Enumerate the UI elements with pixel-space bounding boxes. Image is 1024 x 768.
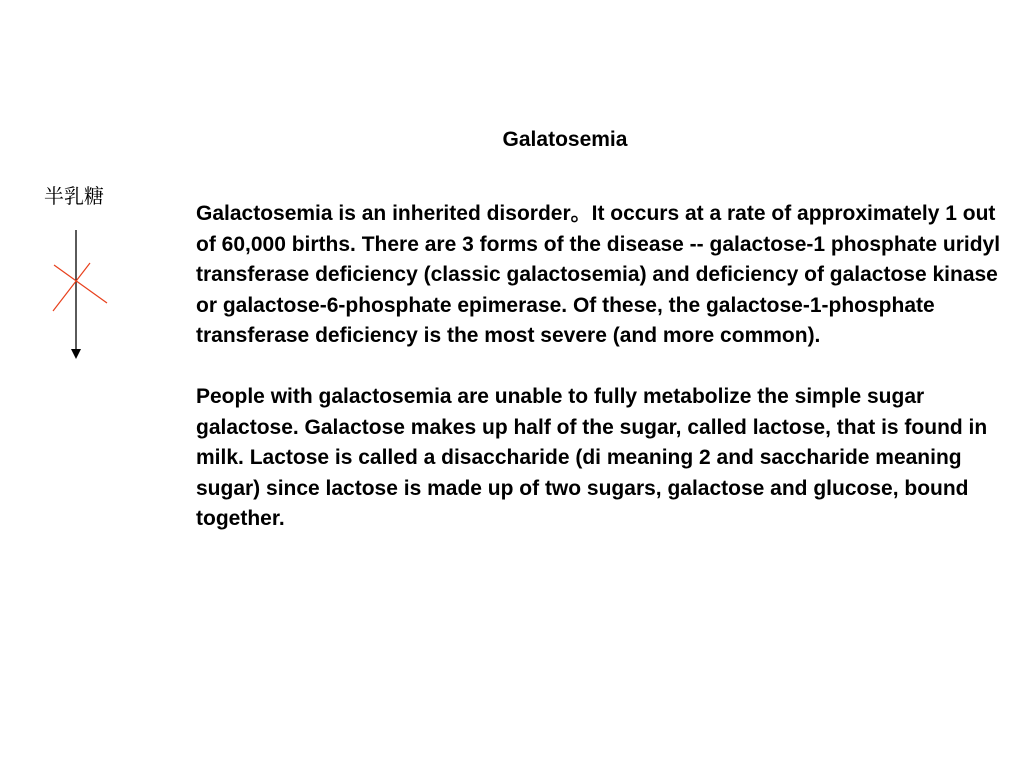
side-label: 半乳糖 bbox=[44, 184, 104, 208]
block-cross-line-1 bbox=[54, 265, 107, 303]
pathway-arrow-head bbox=[71, 349, 81, 359]
body-paragraph-2: People with galactosemia are unable to fully metabolize the simple sugar galactose. Galactose makes up half of the sugar, called lactose, that is found in milk. Lactose is called a disaccharide (di meaning 2 and saccharide meaning sugar) since lactose is made up of two sugars, galactose and glucose, bound together. bbox=[196, 385, 988, 530]
blocked-pathway-diagram bbox=[40, 225, 120, 365]
body-paragraph-1: Galactosemia is an inherited disorder。It occurs at a rate of approximately 1 out of 60,000 births. There are 3 forms of the disease -- galactose-1 phosphate uridyl transferase deficiency (classic galactosemia) and deficiency of galactose kinase or galactose-6-phosphate epimerase. Of these, the galactose-1-phosphate transferase deficiency is the most severe (and more common). bbox=[196, 202, 1001, 347]
slide-title: Galatosemia bbox=[502, 128, 628, 151]
body-text bbox=[196, 199, 1016, 535]
